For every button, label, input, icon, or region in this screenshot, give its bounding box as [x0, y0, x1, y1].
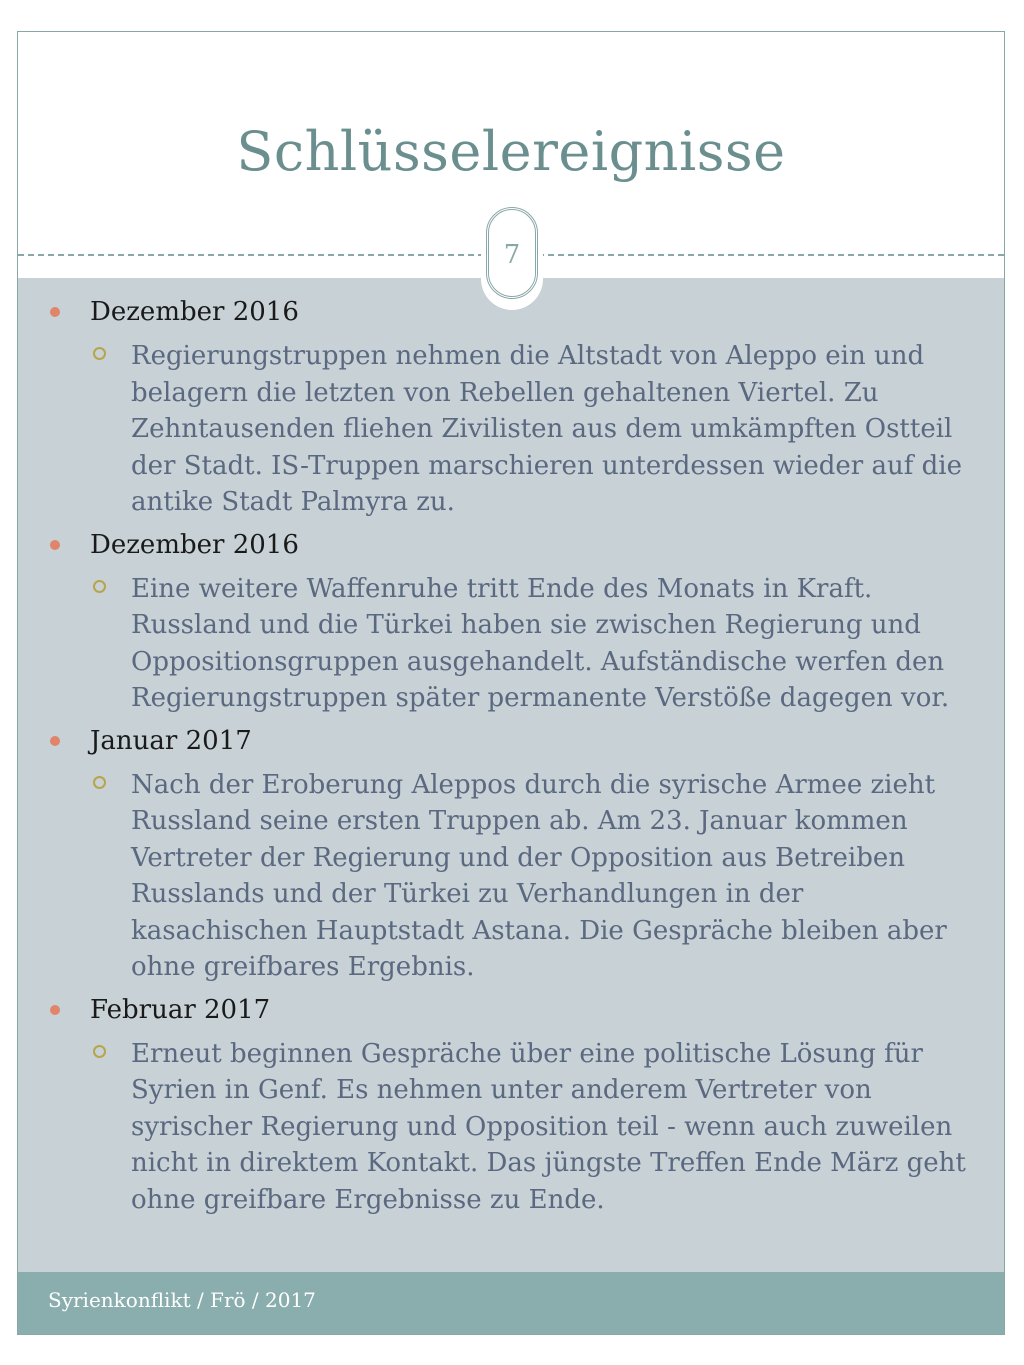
item-heading-text: Januar 2017 [90, 725, 252, 756]
list-item [18, 294, 1004, 521]
item-description-text: Regierungstruppen nehmen die Altstadt von Aleppo ein und belagern die letzten von Rebellen gehaltenen Viertel. Zu Zehntausenden fliehen Zivilisten aus dem umkämpften Ostteil der Stadt. IS-Truppen marschieren unterdessen wieder auf die antike Stadt Palmyra zu. [131, 341, 962, 517]
slide-title: Schlüsselereignisse [236, 120, 786, 183]
page-number-frame [486, 207, 538, 299]
item-description-text: Erneut beginnen Gespräche über eine politische Lösung für Syrien in Genf. Es nehmen unter anderem Vertreter von syrischer Regierung und Opposition teil - wenn auch zuweilen nicht in direktem Kontakt. Das jüngste Treffen Ende März geht ohne greifbare Ergebnisse zu Ende. [131, 1038, 966, 1215]
bullet-icon [50, 307, 60, 317]
list-item [18, 992, 1004, 1219]
slide [17, 31, 1005, 1335]
item-description-text: Eine weitere Waffenruhe tritt Ende des Monats in Kraft. Russland und die Türkei haben sie zwischen Regierung und Oppositionsgruppen ausgehandelt. Aufständische werfen den Regierungstruppen später permanente Verstöße dagegen vor. [131, 573, 950, 713]
list-item [18, 723, 1004, 986]
page-number: 7 [503, 240, 521, 270]
item-heading [90, 992, 1004, 1028]
item-heading-text: Dezember 2016 [90, 297, 299, 327]
footer-text: Syrienkonflikt / Frö / 2017 [48, 1288, 316, 1312]
circle-bullet-icon [93, 776, 106, 789]
item-description-text: Nach der Eroberung Aleppos durch die syrische Armee zieht Russland seine ersten Truppen ab. Am 23. Januar kommen Vertreter der Regierung und der Opposition aus Betreiben Russlands und der Türkei zu Verhandlungen in der kasachischen Hauptstadt Astana. Die Gespräche bleiben aber ohne greifbares Ergebnis. [131, 769, 947, 982]
circle-bullet-icon [93, 1045, 106, 1058]
item-heading [90, 294, 1004, 330]
footer-bar [18, 1272, 1004, 1335]
item-description [131, 338, 1004, 521]
item-description [131, 571, 1004, 717]
item-description [131, 1036, 1004, 1219]
item-heading-text: Dezember 2016 [90, 529, 299, 560]
bullet-icon [50, 736, 60, 746]
circle-bullet-icon [93, 580, 106, 593]
item-heading [90, 723, 1004, 759]
event-list [18, 294, 1004, 1224]
bullet-icon [50, 1005, 60, 1015]
circle-bullet-icon [93, 347, 106, 360]
bullet-icon [50, 540, 60, 550]
item-heading-text: Februar 2017 [90, 994, 271, 1025]
list-item [18, 527, 1004, 717]
item-heading [90, 527, 1004, 563]
item-description [131, 767, 1004, 986]
